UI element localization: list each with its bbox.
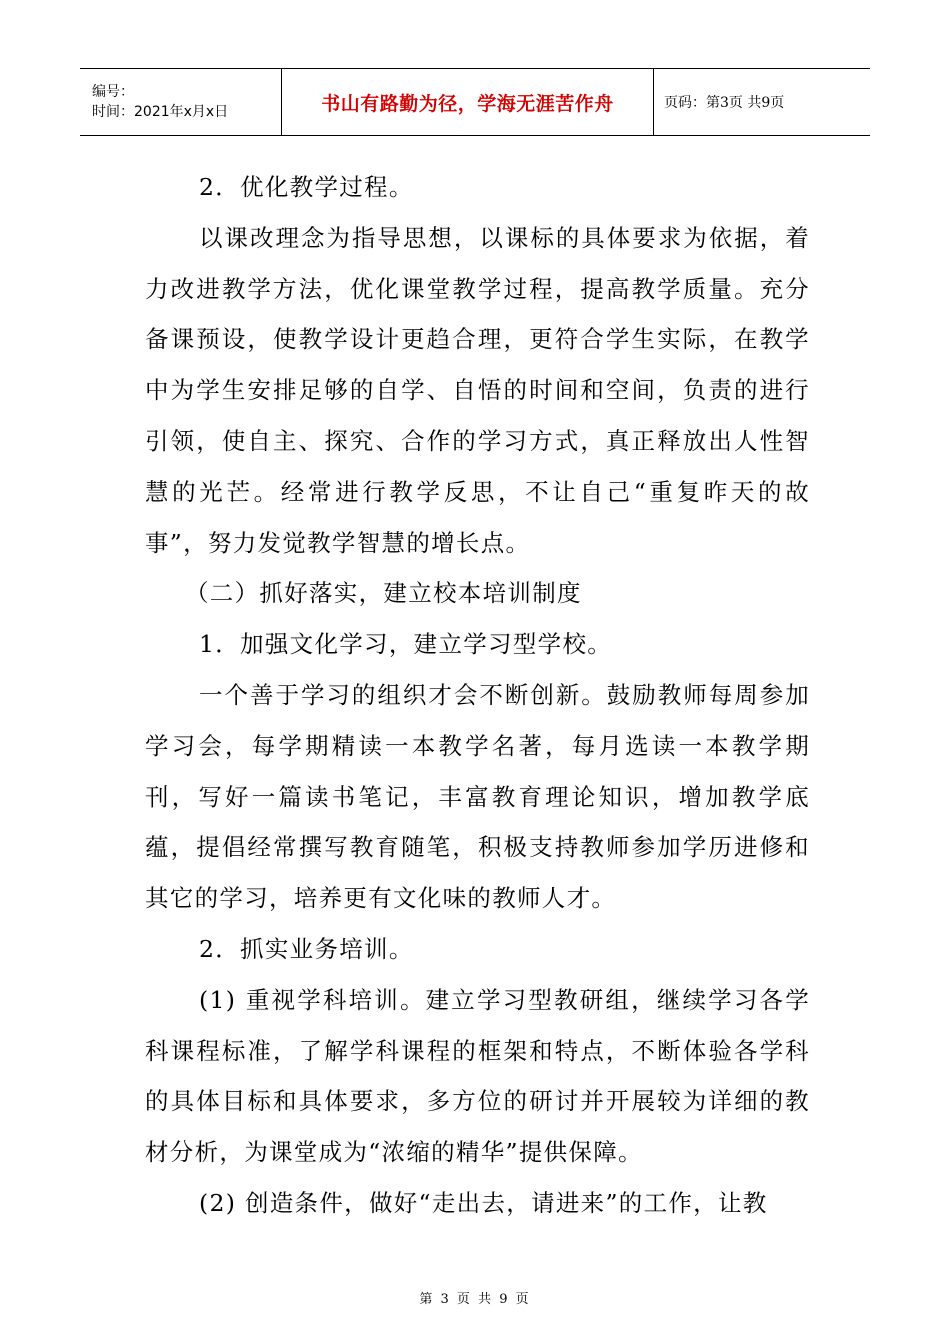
header-meta	[80, 69, 282, 135]
page-info-text: 页码：第3页 共9页	[664, 95, 785, 111]
paragraph: 以课改理念为指导思想，以课标的具体要求为依据，着力改进教学方法，优化课堂教学过程，提高教学质量。充分备课预设，使教学设计更趋合理，更符合学生实际，在教学中为学生安排足够的自学、自悟的时间和空间，负责的进行引领，使自主、探究、合作的学习方式，真正释放出人性智慧的光芒。经常进行教学反思，不让自己“重复昨天的故事”，努力发觉教学智慧的增长点。	[145, 223, 810, 557]
footer-page-number: 第 3 页 共 9 页	[419, 1292, 531, 1307]
paragraph: 一个善于学习的组织才会不断创新。鼓励教师每周参加学习会，每学期精读一本教学名著，每月选读一本教学期刊，写好一篇读书笔记，丰富教育理论知识，增加教学底蕴，提倡经常撰写教育随笔，积极支持教师参加学历进修和其它的学习，培养更有文化味的教师人才。	[145, 680, 810, 913]
page-footer	[0, 1288, 950, 1307]
section-heading: （二）抓好落实，建立校本培训制度	[185, 579, 582, 608]
paragraph: (2) 创造条件，做好“走出去，请进来”的工作，让教	[199, 1188, 768, 1217]
section-heading: 1．加强文化学习，建立学习型学校。	[199, 630, 613, 659]
section-heading: 2．优化教学过程。	[199, 173, 414, 201]
document-date: 时间：2021年x月x日	[92, 104, 229, 120]
motto-text: 书山有路勤为径，学海无涯苦作舟	[321, 92, 614, 115]
paragraph: (1) 重视学科培训。建立学习型教研组，继续学习各学科课程标准，了解学科课程的框架和特点，不断体验各学科的具体目标和具体要求，多方位的研讨并开展较为详细的教材分析，为课堂成为“浓缩的精华”提供保障。	[145, 985, 810, 1167]
header-page-info	[654, 69, 870, 135]
document-body	[145, 162, 810, 1229]
page-header	[80, 68, 870, 136]
section-heading: 2．抓实业务培训。	[199, 934, 414, 963]
header-motto	[282, 69, 654, 135]
document-number-label: 编号：	[92, 84, 134, 100]
